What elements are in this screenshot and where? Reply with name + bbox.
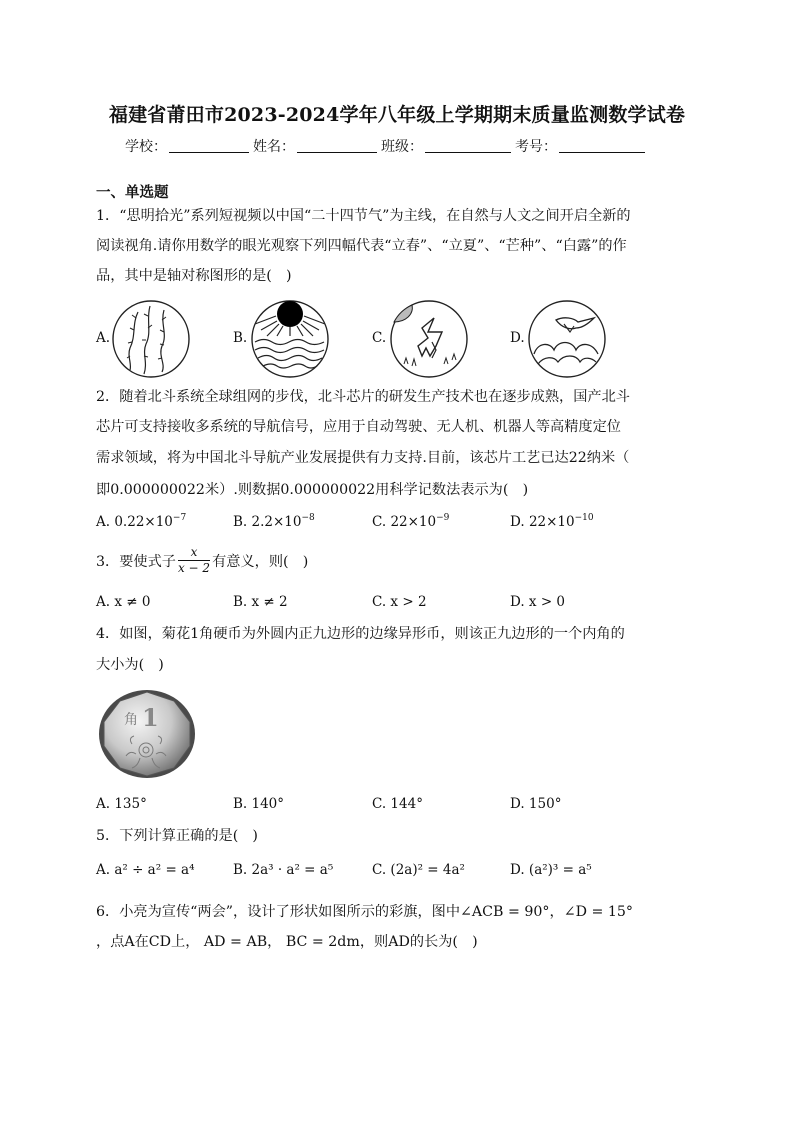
lichun-figure — [110, 298, 192, 380]
q5-option-c: C. (2a)² = 4a² — [372, 862, 465, 878]
student-info — [125, 136, 649, 156]
q2-option-c — [372, 514, 449, 530]
q4-line2: 大小为( ) — [96, 657, 164, 673]
class-blank — [425, 152, 511, 153]
q1-option-c-label: C. — [372, 330, 387, 346]
lixia-figure — [249, 296, 331, 380]
q2-option-b-base: 2.2×10 — [251, 514, 302, 530]
svg-text:1: 1 — [142, 703, 159, 732]
q3-option-d: D. x > 0 — [510, 594, 566, 610]
svg-text:角: 角 — [124, 712, 138, 728]
q2-option-b-exp: −8 — [301, 513, 315, 523]
q3-stem — [96, 545, 308, 576]
coin-image — [96, 684, 198, 780]
q2-option-d-label: D. — [510, 514, 525, 530]
q4-option-b: B. 140° — [233, 796, 285, 812]
q5-line1: 5．下列计算正确的是( ) — [96, 828, 258, 844]
q2-option-c-exp: −9 — [436, 513, 450, 523]
q3-denominator: x − 2 — [177, 561, 211, 575]
class-label: 班级： — [381, 139, 423, 155]
q4-line1: 4．如图，菊花1角硬币为外圆内正九边形的边缘异形币，则该正九边形的一个内角的 — [96, 626, 625, 642]
q4-option-c: C. 144° — [372, 796, 423, 812]
q2-line4: 即0.000000022米）.则数据0.000000022用科学记数法表示为( ) — [96, 482, 529, 498]
mangzhong-figure — [388, 298, 470, 380]
q2-option-a-base: 0.22×10 — [114, 514, 173, 530]
q2-option-d — [510, 514, 594, 530]
q2-line2: 芯片可支持接收多系统的导航信号，应用于自动驾驶、无人机、机器人等高精度定位 — [96, 419, 621, 435]
q2-option-b — [233, 514, 315, 530]
q2-line1: 2．随着北斗系统全球组网的步伐，北斗芯片的研发生产技术也在逐步成熟，国产北斗 — [96, 389, 630, 405]
q5-option-b: B. 2a³ · a² = a⁵ — [233, 862, 334, 878]
q2-option-c-base: 22×10 — [390, 514, 437, 530]
q1-option-d-label: D. — [510, 330, 525, 346]
exam-no-blank — [559, 152, 645, 153]
q3-prefix: 3．要使式子 — [96, 553, 176, 570]
q1-option-a-label: A. — [96, 330, 111, 346]
q3-option-c: C. x > 2 — [372, 594, 427, 610]
section-heading: 一、单选题 — [96, 184, 169, 201]
q4-option-a: A. 135° — [96, 796, 147, 812]
q2-line3: 需求领域，将为中国北斗导航产业发展提供有力支持.目前，该芯片工艺已达22纳米（ — [96, 450, 630, 466]
q2-option-c-label: C. — [372, 514, 387, 530]
page-title: 福建省莆田市2023-2024学年八年级上学期期末质量监测数学试卷 — [108, 104, 686, 126]
q1-line1: 1．“思明拾光”系列短视频以中国“二十四节气”为主线，在自然与人文之间开启全新的 — [96, 208, 631, 224]
q2-option-a — [96, 514, 186, 530]
q2-option-a-label: A. — [96, 514, 111, 530]
q2-option-b-label: B. — [233, 514, 248, 530]
school-label: 学校： — [125, 139, 167, 155]
q3-fraction — [178, 545, 210, 576]
q6-line2: ，点A在CD上， AD = AB， BC = 2dm，则AD的长为( ) — [96, 934, 478, 950]
school-blank — [169, 152, 249, 153]
q2-option-d-base: 22×10 — [528, 514, 575, 530]
exam-no-label: 考号： — [515, 139, 557, 155]
q3-numerator: x — [178, 545, 210, 561]
q3-suffix: 有意义，则( ) — [212, 553, 309, 570]
q5-option-a: A. a² ÷ a² = a⁴ — [96, 862, 195, 878]
q2-option-d-exp: −10 — [574, 513, 594, 523]
q3-option-b: B. x ≠ 2 — [233, 594, 288, 610]
q5-option-d: D. (a²)³ = a⁵ — [510, 862, 592, 878]
bailu-figure — [526, 298, 608, 380]
name-blank — [297, 152, 377, 153]
q4-option-d: D. 150° — [510, 796, 562, 812]
q1-line3: 品，其中是轴对称图形的是( ) — [96, 268, 292, 284]
q3-option-a: A. x ≠ 0 — [96, 594, 151, 610]
name-label: 姓名： — [253, 139, 295, 155]
q6-line1: 6．小亮为宣传“两会”，设计了形状如图所示的彩旗，图中∠ACB = 90°，∠D = 15° — [96, 904, 634, 920]
q1-option-b-label: B. — [233, 330, 248, 346]
q2-option-a-exp: −7 — [172, 513, 187, 523]
q1-line2: 阅读视角.请你用数学的眼光观察下列四幅代表“立春”、“立夏”、“芒种”、“白露”的作 — [96, 238, 627, 254]
